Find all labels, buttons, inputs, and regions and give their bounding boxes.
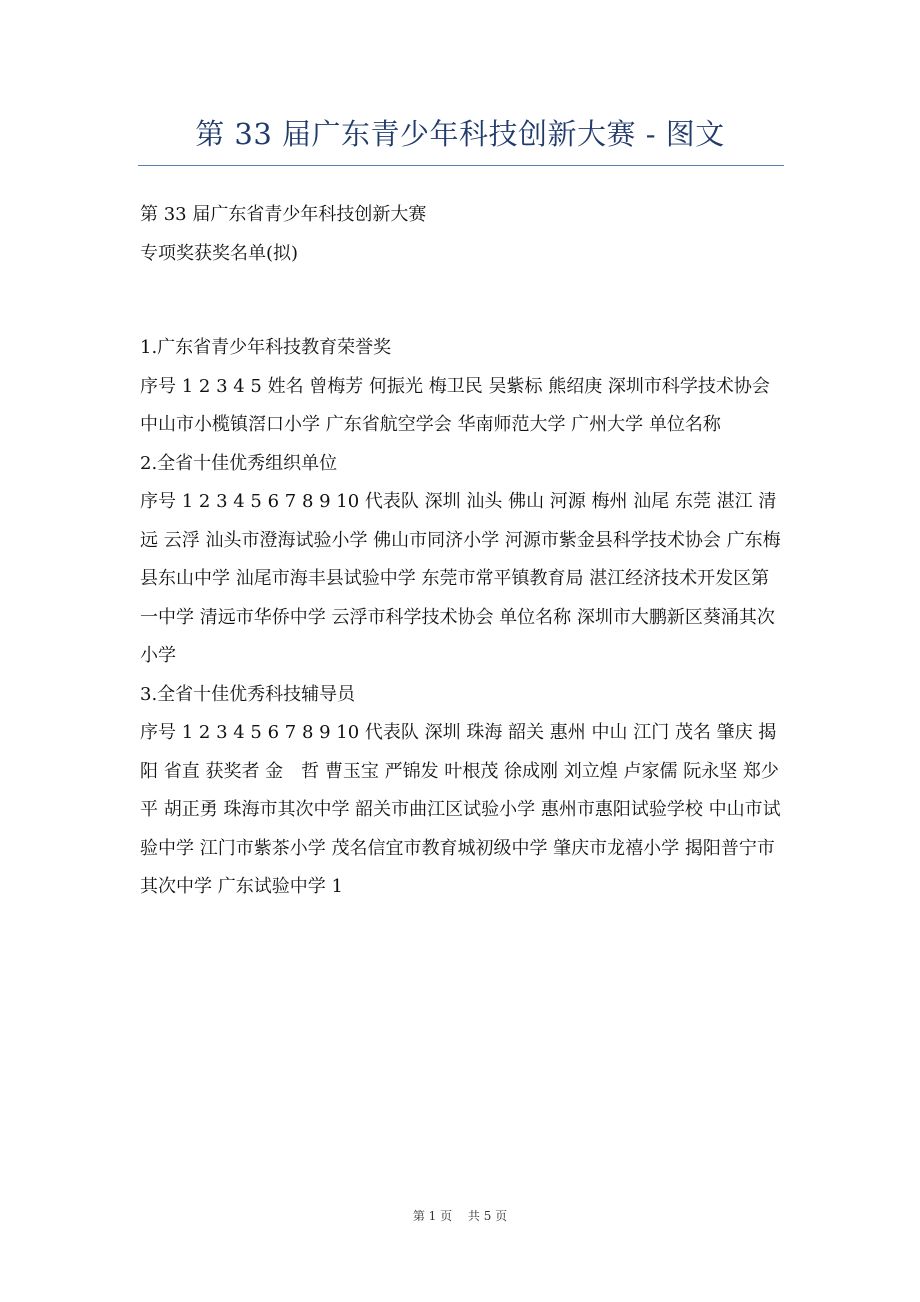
- section-body-3: 序号 1 2 3 4 5 6 7 8 9 10 代表队 深圳 珠海 韶关 惠州 中山 江门 茂名 肇庆 揭阳 省直 获奖者 金 哲 曹玉宝 严锦发 叶根茂 徐成刚 刘立煌 卢家儒 阮永坚 郑少平 胡正勇 珠海市其次中学 韶关市曲江区试验小学 惠州市惠阳试验学校 中山市试验中学 江门市紫茶小学 茂名信宜市教育城初级中学 肇庆市龙禧小学 揭阳普宁市其次中学 广东试验中学 1: [140, 722, 781, 897]
- section-heading-1: 1.广东省青少年科技教育荣誉奖: [140, 337, 392, 358]
- blank-gap: [140, 273, 785, 329]
- section-body-1: 序号 1 2 3 4 5 姓名 曾梅芳 何振光 梅卫民 吴紫标 熊绍庚 深圳市科学技术协会 中山市小榄镇滘口小学 广东省航空学会 华南师范大学 广州大学 单位名称: [140, 375, 770, 435]
- section-body-2: 序号 1 2 3 4 5 6 7 8 9 10 代表队 深圳 汕头 佛山 河源 梅州 汕尾 东莞 湛江 清远 云浮 汕头市澄海试验小学 佛山市同济小学 河源市紫金县科学技术协会 广东梅县东山中学 汕尾市海丰县试验中学 东莞市常平镇教育局 湛江经济技术开发区第一中学 清远市华侨中学 云浮市科学技术协会 单位名称 深圳市大鹏新区葵涌其次小学: [140, 491, 781, 666]
- document-title: 第 33 届广东青少年科技创新大赛 - 图文: [195, 117, 725, 151]
- page-number-total: 共 5 页: [467, 1209, 508, 1223]
- page-footer: [0, 1207, 920, 1225]
- title-divider: [138, 165, 784, 166]
- subtitle-line-1: 第 33 届广东省青少年科技创新大赛: [140, 204, 427, 225]
- section-heading-2: 2.全省十佳优秀组织单位: [140, 452, 338, 474]
- page-number-current: 第 1 页: [412, 1209, 453, 1223]
- subtitle-line-2: 专项奖获奖名单(拟): [140, 242, 299, 264]
- document-body: [140, 196, 785, 907]
- section-heading-3: 3.全省十佳优秀科技辅导员: [140, 683, 356, 705]
